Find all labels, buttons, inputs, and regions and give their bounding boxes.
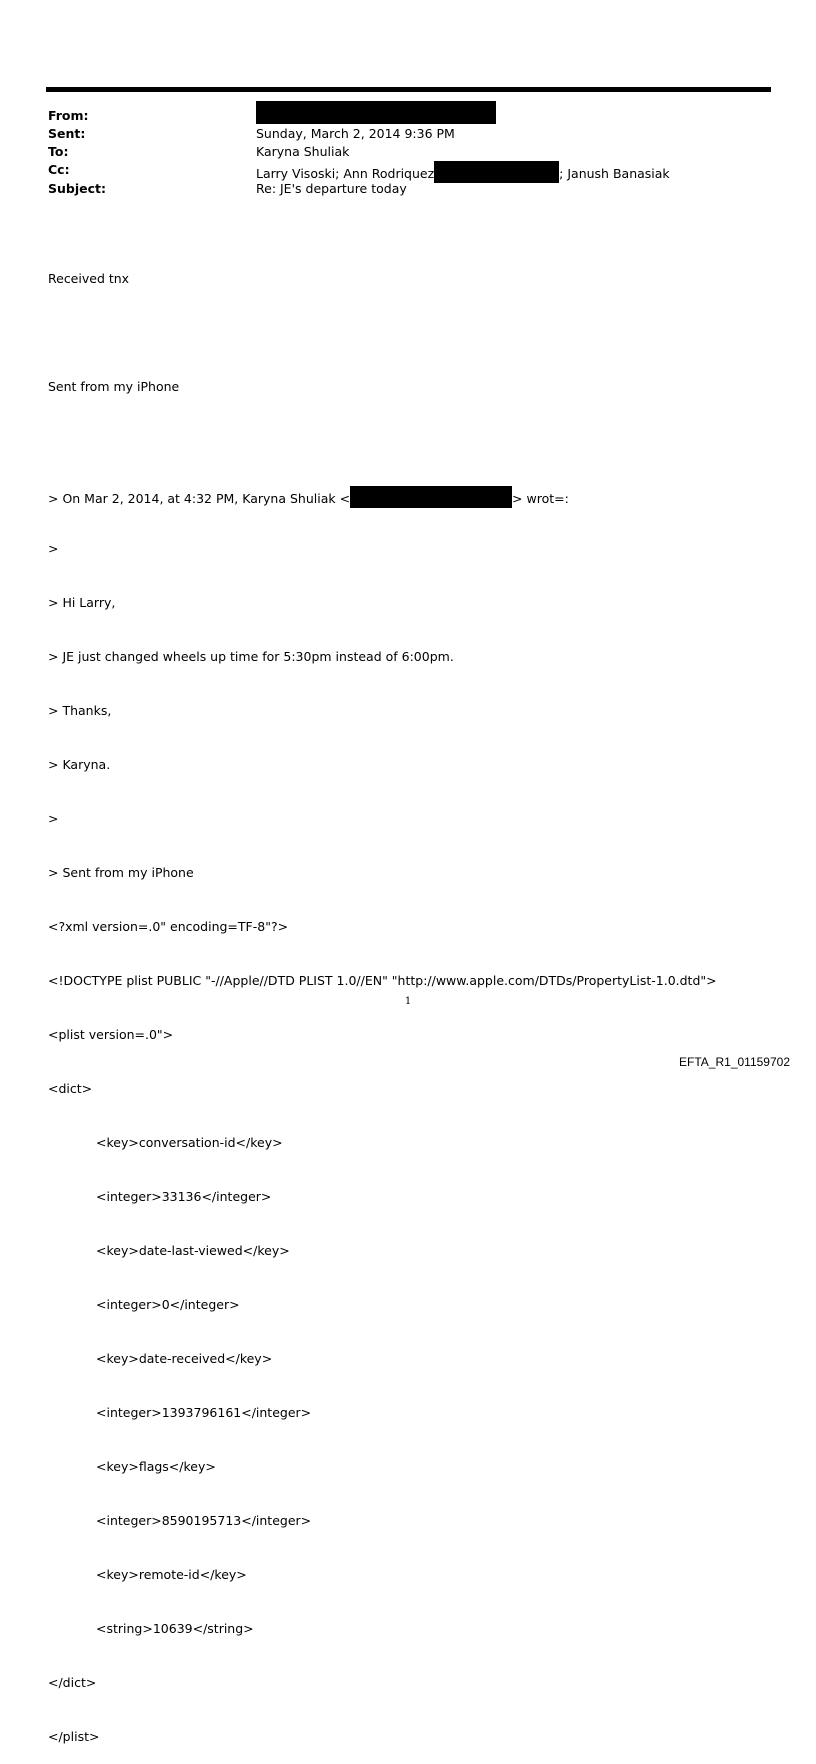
dict-line: <integer>33136</integer> [96,1189,272,1204]
dict-line: <key>flags</key> [96,1459,216,1474]
redaction-box [434,161,559,183]
cc-value-part1: Larry Visoski; Ann Rodriquez [256,166,435,181]
quote-line: > Sent from my iPhone [48,865,194,880]
page-number: 1 [404,996,412,1007]
dict-line: <integer>1393796161</integer> [96,1405,312,1420]
quote-line: > [48,811,59,826]
xml-line: <dict> [48,1081,93,1096]
xml-line: </dict> [48,1675,97,1690]
sent-value: Sunday, March 2, 2014 9:36 PM [256,126,455,141]
redaction-box [350,486,512,508]
quote-line: > [48,541,59,556]
dict-line: <key>remote-id</key> [96,1567,247,1582]
cc-label: Cc: [48,162,70,177]
to-label: To: [48,144,69,159]
bates-number: EFTA_R1_01159702 [679,1055,790,1069]
header-rule [46,87,771,92]
quote-line: > JE just changed wheels up time for 5:30pm instead of 6:00pm. [48,649,454,664]
cc-value-part2: ; Janush Banasiak [559,166,670,181]
quote-intro [48,486,717,504]
xml-line: <?xml version=.0" encoding=TF-8"?> [48,919,289,934]
dict-line: <key>conversation-id</key> [96,1135,283,1150]
sent-label: Sent: [48,126,86,141]
from-label: From: [48,108,89,123]
body-line: Sent from my iPhone [48,379,180,394]
quote-line: > Karyna. [48,757,111,772]
subject-label: Subject: [48,181,106,196]
quote-intro-part1: > On Mar 2, 2014, at 4:32 PM, Karyna Shuliak < [48,491,351,506]
quote-line: > Thanks, [48,703,112,718]
redaction-box [256,101,496,124]
dict-line: <integer>0</integer> [96,1297,240,1312]
body-line: Received tnx [48,271,130,286]
quote-intro-part2: > wrot=: [512,491,569,506]
dict-line: <key>date-last-viewed</key> [96,1243,290,1258]
xml-line: </plist> [48,1729,100,1744]
quote-line: > Hi Larry, [48,595,116,610]
xml-line: <plist version=.0"> [48,1027,174,1042]
to-value: Karyna Shuliak [256,144,350,159]
dict-line: <string>10639</string> [96,1621,254,1636]
dict-line: <integer>8590195713</integer> [96,1513,312,1528]
xml-line: <!DOCTYPE plist PUBLIC "-//Apple//DTD PLIST 1.0//EN" "http://www.apple.com/DTDs/PropertyList-1.0.dtd"> [48,973,717,988]
dict-line: <key>date-received</key> [96,1351,273,1366]
subject-value: Re: JE's departure today [256,181,407,196]
from-value [256,101,496,124]
